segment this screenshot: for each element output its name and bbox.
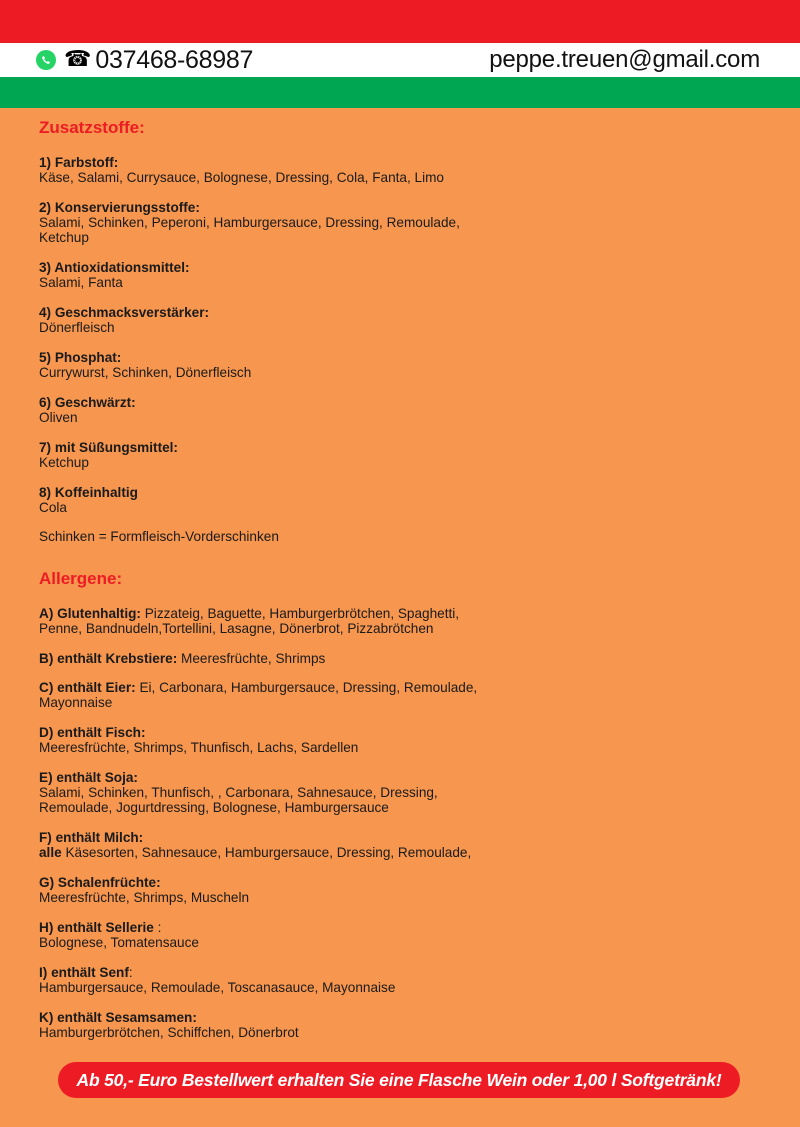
zusatz-text: Oliven [39, 409, 78, 425]
zusatz-label: 1) Farbstoff: [39, 155, 119, 170]
allergene-title: Allergene: [39, 568, 123, 588]
zusatz-text: Ketchup [39, 230, 89, 246]
allergen-item [39, 875, 759, 905]
zusatz-label: 3) Antioxidationsmittel: [39, 260, 190, 276]
zusatz-label: 6) Geschwärzt: [39, 394, 136, 410]
zusatz-text: Salami, Schinken, Peperoni, Hamburgersauce, Dressing, Remoulade, [39, 215, 460, 231]
zusatz-text: Salami, Fanta [39, 275, 123, 291]
allergen-inline-text: Pizzateig, Baguette, Hamburgerbrötchen, Spaghetti, [140, 605, 460, 621]
whatsapp-icon [36, 50, 56, 70]
phone-contact[interactable] [36, 45, 253, 75]
zusatz-item [39, 155, 759, 185]
zusatz-label: 8) Koffeinhaltig [39, 484, 138, 500]
zusatz-item [39, 440, 759, 470]
allergen-text: Käsesorten, Sahnesauce, Hamburgersauce, Dressing, Remoulade, [61, 845, 472, 861]
allergen-bold-word: alle [39, 845, 62, 861]
allergen-text: Mayonnaise [39, 695, 113, 711]
allergen-item [39, 920, 759, 950]
allergen-inline-text: : [128, 964, 133, 980]
zusatz-item [39, 200, 759, 246]
allergen-text: Penne, Bandnudeln,Tortellini, Lasagne, Dönerbrot, Pizzabrötchen [39, 620, 434, 636]
allergen-label: D) enthält Fisch: [39, 725, 146, 741]
allergen-text: Salami, Schinken, Thunfisch, , Carbonara, Sahnesauce, Dressing, [39, 785, 438, 801]
allergen-label: K) enthält Sesamsamen: [39, 1009, 197, 1025]
zusatz-text: Ketchup [39, 454, 89, 470]
allergen-item [39, 606, 759, 636]
allergen-label: G) Schalenfrüchte: [39, 875, 161, 891]
allergen-text: Bolognese, Tomatensauce [39, 935, 199, 951]
schinken-note: Schinken = Formfleisch-Vorderschinken [39, 529, 279, 545]
allergen-label: A) Glutenhaltig: [39, 605, 141, 621]
promo-banner: Ab 50,- Euro Bestellwert erhalten Sie eine Flasche Wein oder 1,00 l Softgetränk! [58, 1062, 740, 1098]
allergen-label: H) enthält Sellerie [39, 920, 154, 935]
allergen-inline-text: : [153, 920, 162, 935]
allergen-item [39, 725, 759, 755]
allergen-text: Remoulade, Jogurtdressing, Bolognese, Hamburgersauce [39, 800, 389, 816]
telephone-icon: ☎ [64, 47, 92, 72]
zusatz-item [39, 395, 759, 425]
zusatz-item [39, 350, 759, 380]
allergen-item [39, 680, 759, 710]
header-red-stripe [0, 0, 800, 43]
allergen-item [39, 1010, 759, 1040]
header-green-stripe [0, 77, 800, 108]
phone-number: 037468-68987 [95, 45, 254, 74]
zusatz-text: Käse, Salami, Currysauce, Bolognese, Dressing, Cola, Fanta, Limo [39, 170, 444, 186]
email-address[interactable]: peppe.treuen@gmail.com [489, 46, 760, 73]
zusatz-label: 5) Phosphat: [39, 349, 122, 365]
zusatzstoffe-title: Zusatzstoffe: [39, 118, 145, 137]
allergen-item [39, 651, 759, 666]
allergen-label: E) enthält Soja: [39, 770, 138, 786]
zusatz-item [39, 260, 759, 290]
zusatz-text: Cola [39, 499, 67, 515]
allergen-inline-text: Meeresfrüchte, Shrimps [177, 650, 326, 666]
allergen-text: Meeresfrüchte, Shrimps, Thunfisch, Lachs, Sardellen [39, 740, 359, 756]
allergen-item [39, 830, 759, 860]
allergen-item [39, 770, 759, 816]
zusatz-label: 7) mit Süßungsmittel: [39, 439, 178, 455]
zusatz-label: 2) Konservierungsstoffe: [39, 199, 200, 215]
allergen-inline-text: Ei, Carbonara, Hamburgersauce, Dressing, Remoulade, [135, 680, 478, 696]
allergen-label: C) enthält Eier: [39, 680, 136, 696]
allergen-label: F) enthält Milch: [39, 830, 144, 846]
allergen-label: B) enthält Krebstiere: [39, 650, 178, 666]
allergen-text: Hamburgersauce, Remoulade, Toscanasauce, Mayonnaise [39, 980, 396, 996]
allergen-label: I) enthält Senf [39, 964, 129, 980]
zusatz-text: Currywurst, Schinken, Dönerfleisch [39, 365, 252, 381]
allergen-text: Hamburgerbrötchen, Schiffchen, Dönerbrot [39, 1025, 299, 1041]
allergen-item [39, 965, 759, 995]
zusatz-item [39, 485, 759, 515]
allergen-text: Meeresfrüchte, Shrimps, Muscheln [39, 890, 250, 906]
zusatz-item [39, 305, 759, 335]
zusatz-text: Dönerfleisch [39, 320, 115, 336]
main-content [39, 118, 759, 1055]
zusatz-label: 4) Geschmacksverstärker: [39, 304, 210, 320]
